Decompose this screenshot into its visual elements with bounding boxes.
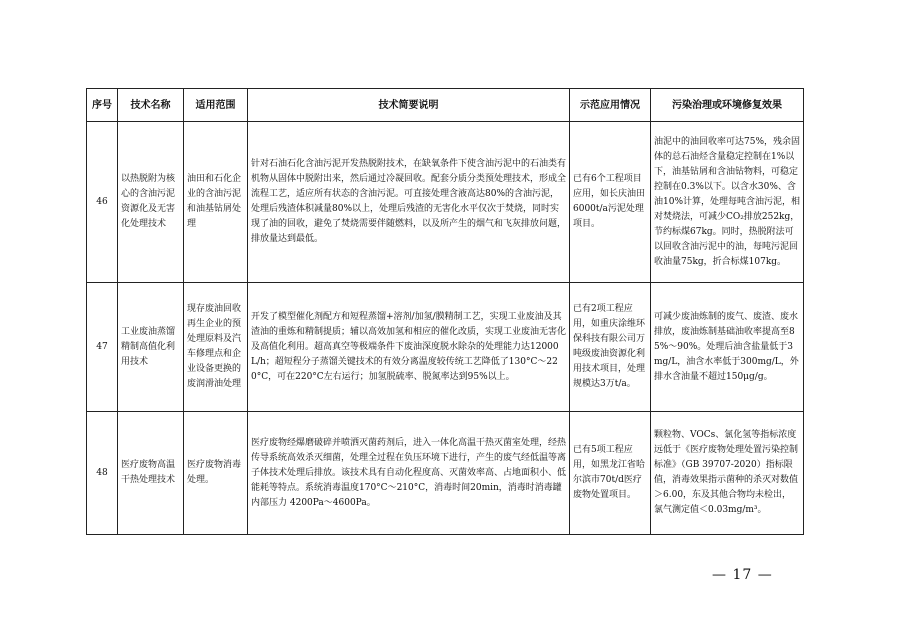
header-serial-no: 序号 [87,89,118,122]
page-number: — 17 — [712,567,773,583]
header-tech-name: 技术名称 [118,89,184,122]
row-number: 46 [87,122,118,283]
scope-cell: 油田和石化企业的含油污泥和油基钻屑处理 [184,122,248,283]
header-effect: 污染治理或环境修复效果 [651,89,804,122]
effect-cell: 油泥中的油回收率可达75%，残余固体的总石油烃含量稳定控制在1%以下，油基钻屑和含油钻物料，可稳定控制在0.3%以下。以含水30%、含油10%计算，处理每吨含油污泥，相对焚烧法，可减少CO₂排放252kg，节约标煤67kg。同时，热脱附法可以回收含油污泥中的油，每吨污泥回收油量75kg，折合标煤107kg。 [651,122,804,283]
table-row [87,412,804,535]
row-number: 48 [87,412,118,535]
header-scope: 适用范围 [184,89,248,122]
tech-name-cell: 以热脱附为核心的含油污泥资源化及无害化处理技术 [118,122,184,283]
scope-cell: 医疗废物消毒处理。 [184,412,248,535]
application-cell: 已有6个工程项目应用，如长庆油田6000t/a污泥处理项目。 [570,122,651,283]
table-row [87,283,804,412]
description-cell: 针对石油石化含油污泥开发热脱附技术，在缺氧条件下使含油污泥中的石油类有机物从固体中脱附出来，然后通过冷凝回收。配套分质分类预处理技术，形成全流程工艺，适应所有状态的含油污泥。可直接处理含液高达80%的含油污泥，处理后残渣体积减量80%以上，处理后残渣的无害化水平仅次于焚烧，同时实现了油的回收，避免了焚烧需要伴随燃料，以及所产生的烟气和飞灰排放问题，排放量达到最低。 [248,122,570,283]
application-cell: 已有2项工程应用，如重庆涂维环保科技有限公司万吨级废油资源化利用技术项目，处理规模达3万t/a。 [570,283,651,412]
tech-name-cell: 医疗废物高温干热处理技术 [118,412,184,535]
table-header-row [87,89,804,122]
application-cell: 已有5项工程应用，如黑龙江省哈尔滨市70t/d医疗废物处置项目。 [570,412,651,535]
header-application: 示范应用情况 [570,89,651,122]
tech-name-cell: 工业废油蒸馏精制高值化利用技术 [118,283,184,412]
description-cell: 医疗废物经爆磨破碎并喷洒灭菌药剂后，进入一体化高温干热灭菌室处理，经热传导系统高效杀灭细菌，处理全过程在负压环境下进行，产生的废气经低温等离子体技术处理后排放。该技术具有自动化程度高、灭菌效率高、占地面积小、低能耗等特点。系统消毒温度170°C～210°C，消毒时间20min，消毒时消毒罐内部压力 4200Pa～4600Pa。 [248,412,570,535]
row-number: 47 [87,283,118,412]
technology-table [86,88,804,535]
description-cell: 开发了模型催化剂配方和短程蒸馏+溶剂/加氢/膜精制工艺，实现工业废油及其渣油的重炼和精制提质；辅以高效加氢和相应的催化改质，实现工业废油无害化及高值化利用。超高真空等极端条件下废油深度脱水除杂的处理能力达12000L/h；超短程分子蒸馏关键技术的有效分离温度较传统工艺降低了130°C～220°C，可在220°C左右运行；加氢脱硫率、脱氮率达到95%以上。 [248,283,570,412]
effect-cell: 可减少废油炼制的废气、废渣、废水排放，废油炼制基础油收率提高至85%～90%。处理后油含盐量低于3mg/L，油含水率低于300mg/L，外排水含油量不超过150μg/g。 [651,283,804,412]
header-description: 技术简要说明 [248,89,570,122]
scope-cell: 现存废油回收再生企业的预处理原料及汽车修理点和企业设备更换的废润滑油处理 [184,283,248,412]
table-row [87,122,804,283]
effect-cell: 颗粒物、VOCs、氯化氢等指标浓度远低于《医疗废物处理处置污染控制标准》（GB 39707-2020）指标限值，消毒效果指示菌种的杀灭对数值＞6.00，东及其他合物均未检出，氯气测定值＜0.03mg/m³。 [651,412,804,535]
